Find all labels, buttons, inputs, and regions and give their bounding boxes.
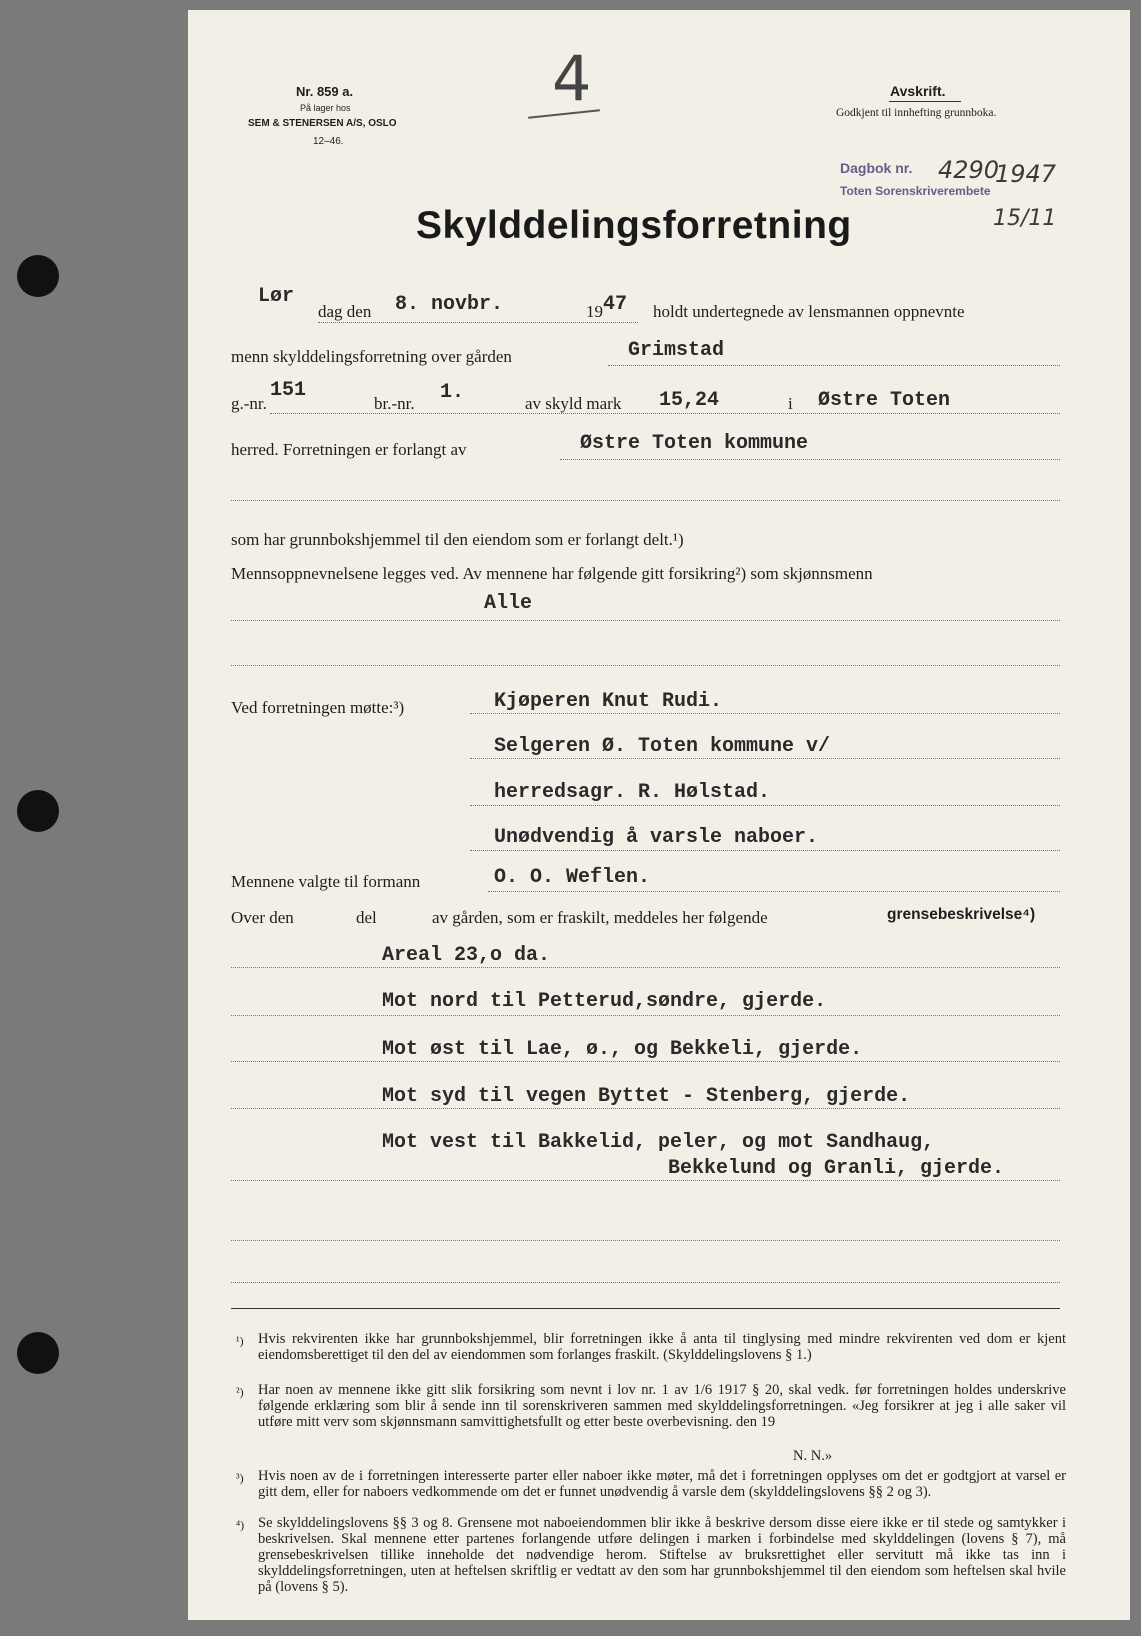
skyld-label: av skyld mark	[525, 394, 622, 413]
footnote-separator	[231, 1308, 1060, 1309]
rule	[488, 891, 1060, 892]
municipality-value: Østre Toten	[818, 389, 951, 412]
rule	[470, 850, 1060, 851]
boundary-2: Mot nord til Petterud,søndre, gjerde.	[382, 990, 827, 1013]
fraskilt-text: av gården, som er fraskilt, meddeles her følgende	[432, 908, 768, 927]
year-suffix: 47	[603, 293, 628, 316]
rule	[231, 1180, 1060, 1181]
dagbok-date: 15/11	[993, 206, 1057, 231]
rule	[231, 1282, 1060, 1283]
brnr-value: 1.	[440, 381, 465, 404]
attendee-3: herredsagr. R. Hølstad.	[494, 781, 771, 804]
rule	[270, 413, 1060, 414]
edition: 12–46.	[313, 136, 344, 147]
day-value: Lør	[258, 285, 295, 308]
boundary-4: Mot syd til vegen Byttet - Stenberg, gjerde.	[382, 1085, 911, 1108]
forsikring-value: Alle	[484, 592, 533, 615]
holdt-text: holdt undertegnede av lensmannen oppnevnte	[653, 302, 965, 321]
page-number: 4	[552, 42, 592, 115]
farm-value: Grimstad	[628, 339, 725, 362]
gnr-value: 151	[270, 379, 307, 402]
boundary-5: Mot vest til Bakkelid, peler, og mot Sandhaug,	[382, 1131, 935, 1154]
dagbok-year: 1947	[995, 160, 1057, 188]
attendee-1: Kjøperen Knut Rudi.	[494, 690, 723, 713]
publisher-line-1: På lager hos	[300, 103, 351, 113]
footnote-2-number: ²)	[236, 1385, 244, 1399]
herred-text: herred. Forretningen er forlangt av	[231, 440, 467, 459]
requested-by-value: Østre Toten kommune	[580, 432, 809, 455]
approval-text: Godkjent til innhefting grunnboka.	[836, 107, 997, 119]
dagbok-number: 4290	[938, 156, 1000, 184]
boundary-3: Mot øst til Lae, ø., og Bekkeli, gjerde.	[382, 1038, 863, 1061]
grunnbok-text: som har grunnbokshjemmel til den eiendom som er forlangt delt.¹)	[231, 530, 684, 549]
rule	[231, 1108, 1060, 1109]
avskrift-underline	[889, 101, 961, 102]
skyld-value: 15,24	[659, 389, 720, 412]
footnote-2-signature: N. N.»	[793, 1448, 833, 1464]
punch-hole-bottom	[17, 1332, 59, 1374]
rule	[231, 967, 1060, 968]
footnote-4: Se skylddelingslovens §§ 3 og 8. Grensene mot naboeiendommen blir ikke å beskrive dersom disse eiere ikke er til stede og samtykker i beskrivelsen. Skal mennene etter partenes forlangende utføre delingen i marken i forbindelse med skylddelingen (lovens § 7), må grensebeskrivelsen tillike inneholde det nødvendige herom. Stiftelse av bruksrettighet eller servitutt må ikke tas inn i skylddelingsforretningen, uten at heftelsen skriftlig er vedtatt av den som har grunnbokshjemmel til den eiendom som heftelsen skal hvile på (lovens § 5).	[258, 1515, 1066, 1595]
over-den-label: Over den	[231, 908, 294, 927]
dagbok-office: Toten Sorenskriverembete	[840, 184, 991, 198]
rule	[231, 1240, 1060, 1241]
rule	[231, 1015, 1060, 1016]
rule	[231, 665, 1060, 666]
gnr-label: g.-nr.	[231, 394, 267, 413]
footnote-1-number: ¹)	[236, 1334, 244, 1348]
dag-den-label: dag den	[318, 302, 372, 321]
rule	[470, 713, 1060, 714]
footnote-1: Hvis rekvirenten ikke har grunnbokshjemmel, blir forretningen ikke å anta til tinglysing med mindre rekvirenten ved dom er kjent eiendomsberettiget til den del av eiendommen som forlanges fraskilt. (Skylddelingslovens § 1.)	[258, 1331, 1066, 1363]
rule	[318, 322, 638, 323]
footnote-3: Hvis noen av de i forretningen interesserte parter eller naboer ikke møter, må det i forretningen opplyses om det er godtgjort at varsel er gitt dem, eller for naboers vedkommende om det er funnet unødvendig å varsle dem (skylddelingslovens §§ 2 og 3).	[258, 1468, 1066, 1500]
grensebeskrivelse-label: grensebeskrivelse⁴)	[887, 906, 1036, 923]
rule	[560, 459, 1060, 460]
year-prefix: 19	[586, 302, 603, 321]
rule	[608, 365, 1060, 366]
rule	[470, 758, 1060, 759]
footnote-3-number: ³)	[236, 1471, 244, 1485]
date-value: 8. novbr.	[395, 293, 504, 316]
document-sheet	[188, 10, 1130, 1620]
rule	[231, 620, 1060, 621]
formann-label: Mennene valgte til formann	[231, 872, 421, 891]
avskrift-label: Avskrift.	[890, 83, 946, 99]
boundary-1: Areal 23,o da.	[382, 944, 551, 967]
brnr-label: br.-nr.	[374, 394, 415, 413]
punch-hole-middle	[17, 790, 59, 832]
i-label: i	[788, 394, 793, 413]
dagbok-prefix: Dagbok nr.	[840, 160, 913, 176]
rule	[231, 500, 1060, 501]
rule	[470, 805, 1060, 806]
attendee-2: Selgeren Ø. Toten kommune v/	[494, 735, 831, 758]
menn-text: menn skylddelingsforretning over gården	[231, 347, 512, 366]
footnote-4-number: ⁴)	[236, 1518, 245, 1532]
rule	[231, 1061, 1060, 1062]
form-number: Nr. 859 a.	[296, 84, 354, 99]
footnote-2: Har noen av mennene ikke gitt slik forsikring som nevnt i lov nr. 1 av 1/6 1917 § 20, skal vedk. før forretningen holdes underskrive følgende erklæring som blir å sende inn til sorenskriveren sammen med skylddelingsforretningen. «Jeg forsikrer at jeg i alle saker vil utføre mitt verv som skjønnsmann samvittighetsfullt og etter beste overbevisning. den 19	[258, 1382, 1066, 1430]
formann-value: O. O. Weflen.	[494, 866, 651, 889]
punch-hole-top	[17, 255, 59, 297]
menn-oppnevnelse-text: Mennsoppnevnelsene legges ved. Av mennene har følgende gitt forsikring²) som skjønnsmenn	[231, 564, 873, 583]
publisher-line-2: SEM & STENERSEN A/S, OSLO	[248, 118, 397, 129]
page-title: Skylddelingsforretning	[416, 204, 852, 247]
del-label: del	[356, 908, 377, 927]
boundary-6: Bekkelund og Granli, gjerde.	[668, 1157, 1005, 1180]
attendee-4: Unødvendig å varsle naboer.	[494, 826, 819, 849]
motte-label: Ved forretningen møtte:³)	[231, 698, 405, 717]
